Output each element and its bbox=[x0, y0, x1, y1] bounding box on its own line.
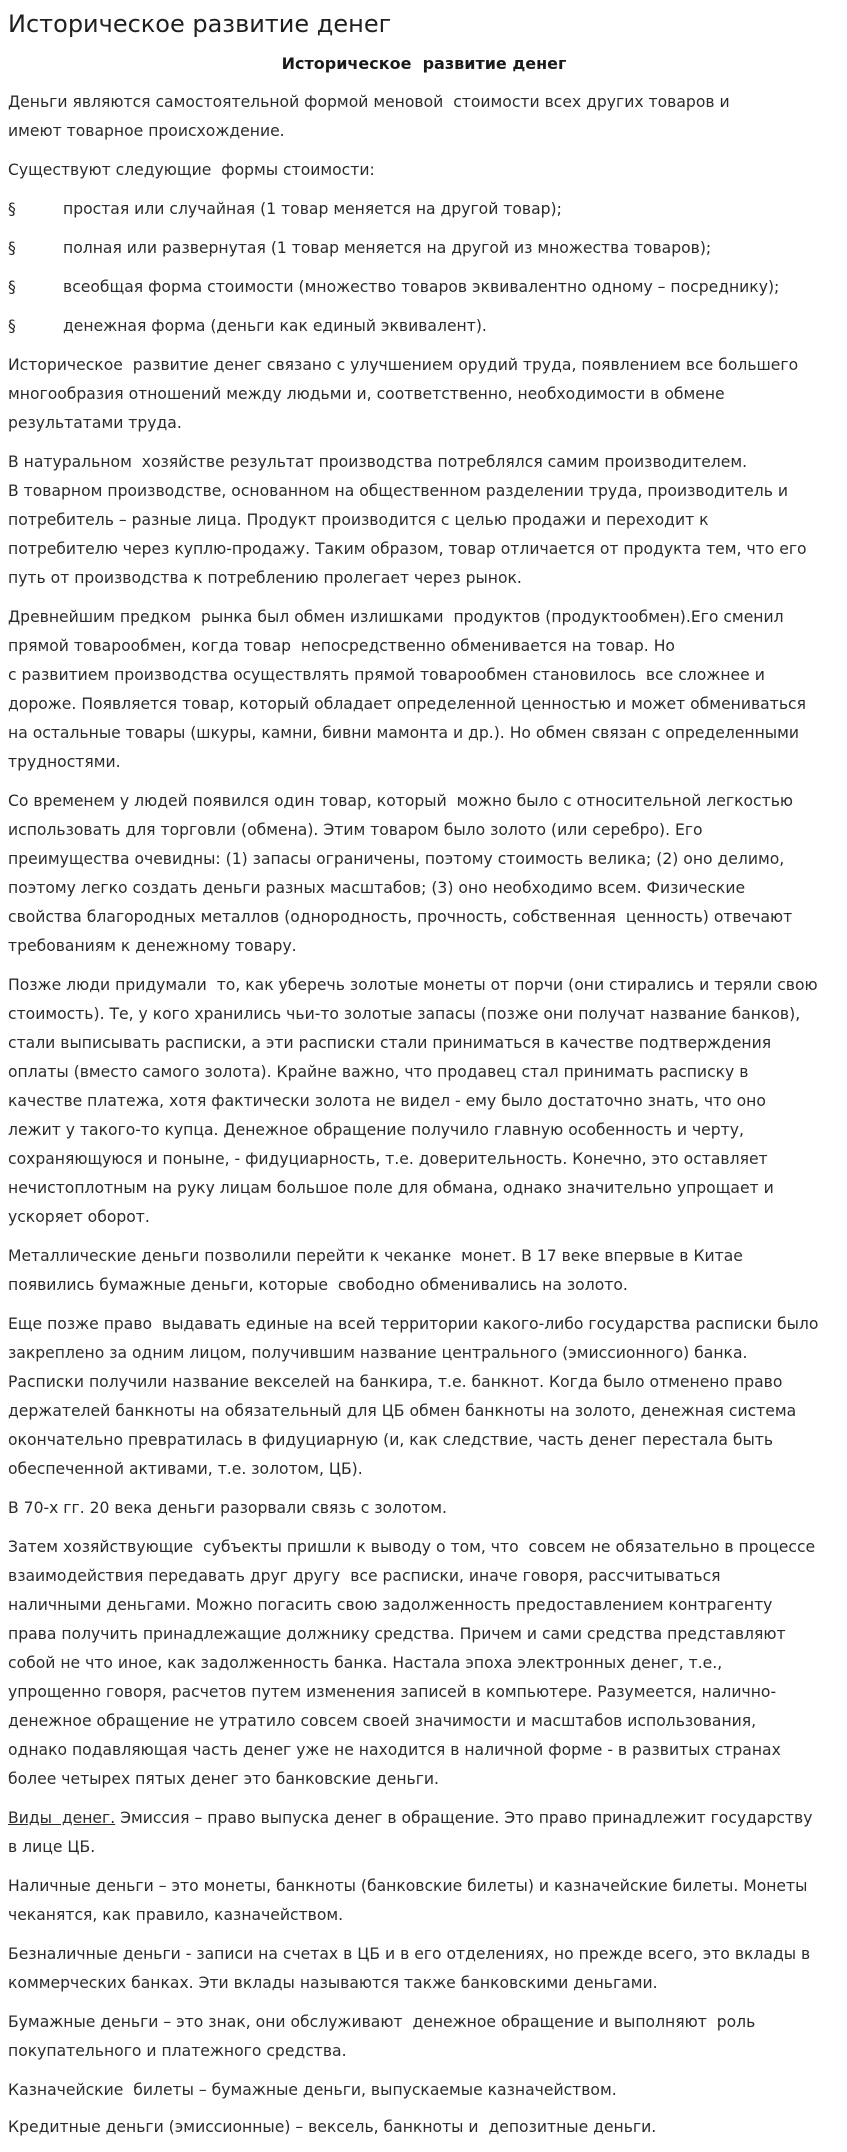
list-item-text: полная или развернутая (1 товар меняется на другой из множества товаров); bbox=[63, 239, 712, 257]
page-heading: Историческое развитие денег bbox=[8, 10, 392, 38]
body-paragraph: Затем хозяйствующие субъекты пришли к выводу о том, что совсем не обязательно в процессе взаимодействия передавать друг другу все расписки, иначе говоря, рассчитываться наличными деньгами. Можно погасить свою задолженность предоставлением контрагенту права получить принадлежащие должнику средства. Причем и сами средства представляют собой не что иное, как задолженность банка. Настала эпоха электронных денег, т.е., упрощенно говоря, расчетов путем изменения записей в компьютере. Разумеется, налично- денежное обращение не утратило совсем своей значимости и масштабов использования, однако подавляющая часть денег уже не находится в наличной форме - в развитых странах более четырех пятых денег это банковские деньги. bbox=[8, 1538, 816, 1788]
body-paragraph: В натуральном хозяйстве результат производства потреблялся самим производителем. В товарном производстве, основанном на общественном разделении труда, производитель и потребитель – разные лица. Продукт производится с целью продажи и переходит к потребителю через куплю-продажу. Таким образом, товар отличается от продукта тем, что его путь от производства к потреблению пролегает через рынок. bbox=[8, 453, 807, 587]
types-label: Виды денег. bbox=[8, 1809, 116, 1827]
body-paragraph: Еще позже право выдавать единые на всей территории какого-либо государства расписки было закреплено за одним лицом, получившим название центрального (эмиссионного) банка. Расписки получили название векселей на банкира, т.е. банкнот. Когда было отменено право держателей банкноты на обязательный для ЦБ обмен банкноты на золото, денежная система окончательно превратилась в фидуциарную (и, как следствие, часть денег перестала быть обеспеченной активами, т.е. золотом, ЦБ). bbox=[8, 1315, 819, 1478]
list-item-text: простая или случайная (1 товар меняется на другой товар); bbox=[63, 200, 562, 218]
body-paragraph: Казначейские билеты – бумажные деньги, выпускаемые казначейством. bbox=[8, 2081, 617, 2099]
body-paragraph: Металлические деньги позволили перейти к чеканке монет. В 17 веке впервые в Китае появились бумажные деньги, которые свободно обменивались на золото. bbox=[8, 1247, 743, 1294]
list-item bbox=[8, 312, 840, 341]
document-title: Историческое развитие денег bbox=[281, 54, 567, 73]
forms-lead-paragraph: Существуют следующие формы стоимости: bbox=[8, 161, 375, 179]
body-paragraph: Со временем у людей появился один товар, который можно было с относительной легкостью использовать для торговли (обмена). Этим товаром было золото (или серебро). Его преимущества очевидны: (1) запасы ограничены, поэтому стоимость велика; (2) оно делимо, поэтому легко создать деньги разных масштабов; (3) оно необходимо всем. Физические свойства благородных металлов (однородность, прочность, собственная ценность) отвечают требованиям к денежному товару. bbox=[8, 792, 794, 955]
body-paragraph: Кредитные деньги (эмиссионные) – вексель, банкноты и депозитные деньги. bbox=[8, 2118, 657, 2136]
section-sign-marker: § bbox=[8, 200, 16, 218]
list-item bbox=[8, 195, 840, 224]
section-sign-marker: § bbox=[8, 239, 16, 257]
intro-paragraph: Деньги являются самостоятельной формой меновой стоимости всех других товаров и имеют товарное происхождение. bbox=[8, 93, 730, 140]
section-sign-marker: § bbox=[8, 317, 16, 335]
list-item-text: денежная форма (деньги как единый эквивалент). bbox=[63, 317, 487, 335]
document-body bbox=[8, 88, 840, 2142]
body-paragraph: Историческое развитие денег связано с улучшением орудий труда, появлением все большего многообразия отношений между людьми и, соответственно, необходимости в обмене результатами труда. bbox=[8, 356, 799, 432]
body-paragraph: Безналичные деньги - записи на счетах в ЦБ и в его отделениях, но прежде всего, это вклады в коммерческих банках. Эти вклады называются также банковскими деньгами. bbox=[8, 1945, 811, 1992]
document-page bbox=[8, 0, 840, 2152]
types-text: Эмиссия – право выпуска денег в обращение. Это право принадлежит государству в лице ЦБ. bbox=[8, 1809, 813, 1856]
forms-list bbox=[8, 195, 840, 341]
list-item-text: всеобщая форма стоимости (множество товаров эквивалентно одному – посреднику); bbox=[63, 278, 780, 296]
body-paragraph: Бумажные деньги – это знак, они обслуживают денежное обращение и выполняют роль покупательного и платежного средства. bbox=[8, 2013, 756, 2060]
list-item bbox=[8, 273, 840, 302]
body-paragraph: Наличные деньги – это монеты, банкноты (банковские билеты) и казначейские билеты. Монеты чеканятся, как правило, казначейством. bbox=[8, 1877, 808, 1924]
section-sign-marker: § bbox=[8, 278, 16, 296]
body-paragraph: В 70-х гг. 20 века деньги разорвали связь с золотом. bbox=[8, 1499, 447, 1517]
body-paragraph: Позже люди придумали то, как уберечь золотые монеты от порчи (они стирались и теряли свою стоимость). Те, у кого хранились чьи-то золотые запасы (позже они получат название банков), стали выписывать расписки, а эти расписки стали приниматься в качестве подтверждения оплаты (вместо самого золота). Крайне важно, что продавец стал принимать расписку в качестве платежа, хотя фактически золота не видел - ему было достаточно знать, что оно лежит у такого-то купца. Денежное обращение получило главную особенность и черту, сохраняющуюся и поныне, - фидуциарность, т.е. доверительность. Конечно, это оставляет нечистоплотным на руку лицам большое поле для обмана, однако значительно упрощает и ускоряет оборот. bbox=[8, 976, 818, 1226]
types-paragraph bbox=[8, 1804, 840, 1862]
body-paragraph: Древнейшим предком рынка был обмен излишками продуктов (продуктообмен).Его сменил прямой товарообмен, когда товар непосредственно обменивается на товар. Но с развитием производства осуществлять прямой товарообмен становилось все сложнее и дороже. Появляется товар, который обладает определенной ценностью и может обмениваться на остальные товары (шкуры, камни, бивни мамонта и др.). Но обмен связан с определенными трудностями. bbox=[8, 608, 806, 771]
list-item bbox=[8, 234, 840, 263]
